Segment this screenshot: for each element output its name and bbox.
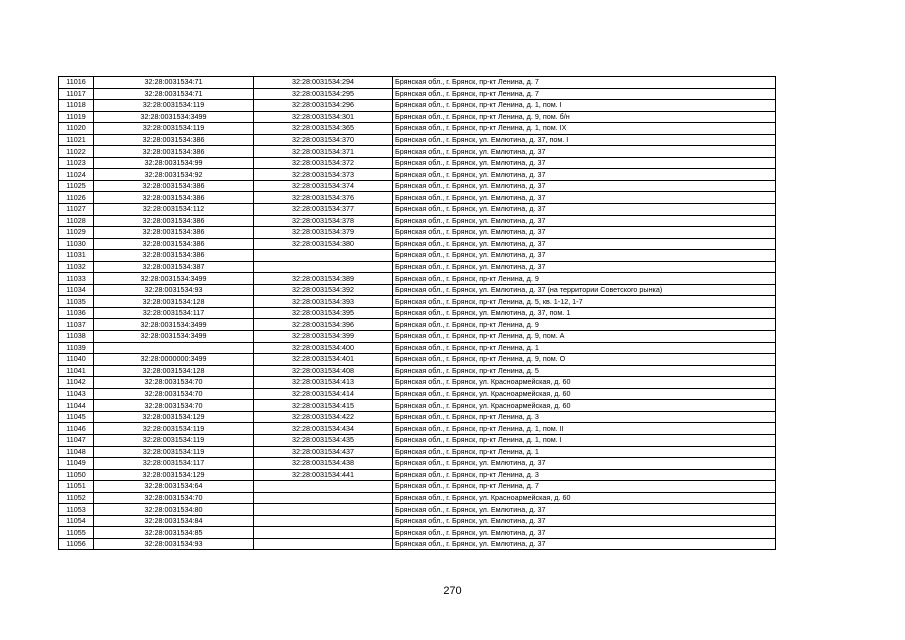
object-number-cell: 32:28:0031534:378 bbox=[254, 215, 393, 227]
object-number-cell bbox=[254, 538, 393, 550]
object-number-cell: 32:28:0031534:434 bbox=[254, 423, 393, 435]
parcel-number-cell: 32:28:0031534:117 bbox=[94, 458, 254, 470]
table-row bbox=[59, 284, 776, 296]
address-cell: Брянская обл., г. Брянск, пр-кт Ленина, д. 7 bbox=[393, 481, 776, 493]
object-number-cell: 32:28:0031534:401 bbox=[254, 354, 393, 366]
table-row bbox=[59, 261, 776, 273]
table-row bbox=[59, 88, 776, 100]
row-number-cell: 11032 bbox=[59, 261, 94, 273]
table-row bbox=[59, 319, 776, 331]
row-number-cell: 11039 bbox=[59, 342, 94, 354]
table-row bbox=[59, 157, 776, 169]
object-number-cell: 32:28:0031534:437 bbox=[254, 446, 393, 458]
object-number-cell: 32:28:0031534:294 bbox=[254, 77, 393, 89]
parcel-number-cell: 32:28:0031534:93 bbox=[94, 538, 254, 550]
row-number-cell: 11024 bbox=[59, 169, 94, 181]
object-number-cell bbox=[254, 250, 393, 262]
address-cell: Брянская обл., г. Брянск, пр-кт Ленина, д. 5 bbox=[393, 365, 776, 377]
row-number-cell: 11035 bbox=[59, 296, 94, 308]
address-cell: Брянская обл., г. Брянск, ул. Емлютина, д. 37 bbox=[393, 180, 776, 192]
table-row bbox=[59, 111, 776, 123]
table-row bbox=[59, 527, 776, 539]
object-number-cell bbox=[254, 504, 393, 516]
row-number-cell: 11031 bbox=[59, 250, 94, 262]
parcel-number-cell: 32:28:0031534:92 bbox=[94, 169, 254, 181]
object-number-cell: 32:28:0031534:392 bbox=[254, 284, 393, 296]
parcel-number-cell: 32:28:0031534:70 bbox=[94, 388, 254, 400]
table-row bbox=[59, 123, 776, 135]
table-row bbox=[59, 423, 776, 435]
address-cell: Брянская обл., г. Брянск, ул. Емлютина, д. 37 bbox=[393, 527, 776, 539]
table-row bbox=[59, 434, 776, 446]
parcel-number-cell: 32:28:0031534:71 bbox=[94, 77, 254, 89]
address-cell: Брянская обл., г. Брянск, пр-кт Ленина, д. 3 bbox=[393, 469, 776, 481]
object-number-cell bbox=[254, 261, 393, 273]
table-row bbox=[59, 250, 776, 262]
table-row bbox=[59, 215, 776, 227]
row-number-cell: 11016 bbox=[59, 77, 94, 89]
parcel-number-cell: 32:28:0031534:70 bbox=[94, 400, 254, 412]
table-row bbox=[59, 481, 776, 493]
object-number-cell: 32:28:0031534:373 bbox=[254, 169, 393, 181]
table-row bbox=[59, 469, 776, 481]
object-number-cell: 32:28:0031534:365 bbox=[254, 123, 393, 135]
object-number-cell: 32:28:0031534:414 bbox=[254, 388, 393, 400]
table-row bbox=[59, 273, 776, 285]
row-number-cell: 11037 bbox=[59, 319, 94, 331]
table-row bbox=[59, 204, 776, 216]
row-number-cell: 11029 bbox=[59, 227, 94, 239]
address-cell: Брянская обл., г. Брянск, пр-кт Ленина, д. 9, пом. А bbox=[393, 331, 776, 343]
address-cell: Брянская обл., г. Брянск, ул. Емлютина, д. 37 bbox=[393, 538, 776, 550]
address-cell: Брянская обл., г. Брянск, ул. Емлютина, д. 37 bbox=[393, 458, 776, 470]
parcel-number-cell: 32:28:0031534:128 bbox=[94, 296, 254, 308]
address-cell: Брянская обл., г. Брянск, ул. Емлютина, д. 37 bbox=[393, 215, 776, 227]
table-row bbox=[59, 342, 776, 354]
parcel-number-cell: 32:28:0031534:128 bbox=[94, 365, 254, 377]
address-cell: Брянская обл., г. Брянск, ул. Красноармейская, д. 60 bbox=[393, 400, 776, 412]
address-cell: Брянская обл., г. Брянск, пр-кт Ленина, д. 7 bbox=[393, 77, 776, 89]
address-cell: Брянская обл., г. Брянск, пр-кт Ленина, д. 7 bbox=[393, 88, 776, 100]
table-row bbox=[59, 180, 776, 192]
row-number-cell: 11020 bbox=[59, 123, 94, 135]
table-row bbox=[59, 134, 776, 146]
row-number-cell: 11033 bbox=[59, 273, 94, 285]
row-number-cell: 11051 bbox=[59, 481, 94, 493]
table-row bbox=[59, 458, 776, 470]
table-row bbox=[59, 331, 776, 343]
object-number-cell: 32:28:0031534:393 bbox=[254, 296, 393, 308]
object-number-cell: 32:28:0031534:399 bbox=[254, 331, 393, 343]
address-cell: Брянская обл., г. Брянск, ул. Емлютина, д. 37 bbox=[393, 261, 776, 273]
address-cell: Брянская обл., г. Брянск, ул. Емлютина, д. 37, пом. I bbox=[393, 134, 776, 146]
parcel-number-cell: 32:28:0031534:93 bbox=[94, 284, 254, 296]
parcel-number-cell: 32:28:0031534:3499 bbox=[94, 331, 254, 343]
row-number-cell: 11025 bbox=[59, 180, 94, 192]
object-number-cell: 32:28:0031534:376 bbox=[254, 192, 393, 204]
address-cell: Брянская обл., г. Брянск, пр-кт Ленина, д. 1, пом. I bbox=[393, 434, 776, 446]
row-number-cell: 11030 bbox=[59, 238, 94, 250]
table-row bbox=[59, 238, 776, 250]
address-cell: Брянская обл., г. Брянск, пр-кт Ленина, д. 9 bbox=[393, 273, 776, 285]
row-number-cell: 11047 bbox=[59, 434, 94, 446]
address-cell: Брянская обл., г. Брянск, ул. Емлютина, д. 37 bbox=[393, 157, 776, 169]
address-cell: Брянская обл., г. Брянск, ул. Емлютина, д. 37 bbox=[393, 504, 776, 516]
parcel-number-cell: 32:28:0031534:386 bbox=[94, 192, 254, 204]
table-row bbox=[59, 492, 776, 504]
parcel-number-cell: 32:28:0031534:386 bbox=[94, 146, 254, 158]
object-number-cell: 32:28:0031534:408 bbox=[254, 365, 393, 377]
address-cell: Брянская обл., г. Брянск, ул. Красноармейская, д. 60 bbox=[393, 377, 776, 389]
address-cell: Брянская обл., г. Брянск, пр-кт Ленина, д. 1, пом. IX bbox=[393, 123, 776, 135]
object-number-cell: 32:28:0031534:374 bbox=[254, 180, 393, 192]
table-row bbox=[59, 400, 776, 412]
table-row bbox=[59, 515, 776, 527]
object-number-cell: 32:28:0031534:296 bbox=[254, 100, 393, 112]
parcel-number-cell: 32:28:0031534:387 bbox=[94, 261, 254, 273]
parcel-number-cell: 32:28:0031534:3499 bbox=[94, 111, 254, 123]
object-number-cell: 32:28:0031534:438 bbox=[254, 458, 393, 470]
row-number-cell: 11053 bbox=[59, 504, 94, 516]
address-cell: Брянская обл., г. Брянск, пр-кт Ленина, д. 5, кв. 1-12, 1-7 bbox=[393, 296, 776, 308]
address-cell: Брянская обл., г. Брянск, ул. Емлютина, д. 37 bbox=[393, 204, 776, 216]
object-number-cell: 32:28:0031534:371 bbox=[254, 146, 393, 158]
table-row bbox=[59, 538, 776, 550]
address-cell: Брянская обл., г. Брянск, пр-кт Ленина, д. 1 bbox=[393, 446, 776, 458]
row-number-cell: 11041 bbox=[59, 365, 94, 377]
object-number-cell: 32:28:0031534:301 bbox=[254, 111, 393, 123]
row-number-cell: 11052 bbox=[59, 492, 94, 504]
row-number-cell: 11036 bbox=[59, 307, 94, 319]
table-row bbox=[59, 146, 776, 158]
row-number-cell: 11026 bbox=[59, 192, 94, 204]
parcel-number-cell: 32:28:0031534:3499 bbox=[94, 273, 254, 285]
address-cell: Брянская обл., г. Брянск, ул. Емлютина, д. 37 (на территории Советского рынка) bbox=[393, 284, 776, 296]
row-number-cell: 11028 bbox=[59, 215, 94, 227]
parcel-number-cell: 32:28:0031534:386 bbox=[94, 227, 254, 239]
table-row bbox=[59, 504, 776, 516]
table-row bbox=[59, 377, 776, 389]
table-row bbox=[59, 100, 776, 112]
table-row bbox=[59, 227, 776, 239]
parcel-number-cell: 32:28:0000000:3499 bbox=[94, 354, 254, 366]
parcel-number-cell: 32:28:0031534:386 bbox=[94, 215, 254, 227]
row-number-cell: 11044 bbox=[59, 400, 94, 412]
parcel-number-cell: 32:28:0031534:112 bbox=[94, 204, 254, 216]
table-row bbox=[59, 77, 776, 89]
object-number-cell: 32:28:0031534:377 bbox=[254, 204, 393, 216]
object-number-cell: 32:28:0031534:295 bbox=[254, 88, 393, 100]
page-number: 270 bbox=[443, 585, 462, 597]
parcel-number-cell: 32:28:0031534:386 bbox=[94, 180, 254, 192]
parcel-number-cell bbox=[94, 342, 254, 354]
object-number-cell: 32:28:0031534:422 bbox=[254, 411, 393, 423]
parcel-number-cell: 32:28:0031534:386 bbox=[94, 238, 254, 250]
table-row bbox=[59, 411, 776, 423]
address-cell: Брянская обл., г. Брянск, ул. Красноармейская, д. 60 bbox=[393, 388, 776, 400]
row-number-cell: 11017 bbox=[59, 88, 94, 100]
object-number-cell bbox=[254, 481, 393, 493]
table-row bbox=[59, 307, 776, 319]
object-number-cell: 32:28:0031534:379 bbox=[254, 227, 393, 239]
parcel-number-cell: 32:28:0031534:119 bbox=[94, 446, 254, 458]
object-number-cell: 32:28:0031534:413 bbox=[254, 377, 393, 389]
object-number-cell bbox=[254, 515, 393, 527]
address-cell: Брянская обл., г. Брянск, ул. Емлютина, д. 37, пом. 1 bbox=[393, 307, 776, 319]
address-cell: Брянская обл., г. Брянск, пр-кт Ленина, д. 3 bbox=[393, 411, 776, 423]
object-number-cell bbox=[254, 527, 393, 539]
table-row bbox=[59, 446, 776, 458]
address-cell: Брянская обл., г. Брянск, ул. Емлютина, д. 37 bbox=[393, 238, 776, 250]
address-cell: Брянская обл., г. Брянск, пр-кт Ленина, д. 1 bbox=[393, 342, 776, 354]
table-row bbox=[59, 192, 776, 204]
row-number-cell: 11018 bbox=[59, 100, 94, 112]
row-number-cell: 11049 bbox=[59, 458, 94, 470]
object-number-cell: 32:28:0031534:435 bbox=[254, 434, 393, 446]
object-number-cell: 32:28:0031534:395 bbox=[254, 307, 393, 319]
parcel-number-cell: 32:28:0031534:386 bbox=[94, 250, 254, 262]
object-number-cell: 32:28:0031534:396 bbox=[254, 319, 393, 331]
parcel-number-cell: 32:28:0031534:80 bbox=[94, 504, 254, 516]
row-number-cell: 11038 bbox=[59, 331, 94, 343]
parcel-number-cell: 32:28:0031534:117 bbox=[94, 307, 254, 319]
object-number-cell: 32:28:0031534:370 bbox=[254, 134, 393, 146]
parcel-number-cell: 32:28:0031534:85 bbox=[94, 527, 254, 539]
row-number-cell: 11056 bbox=[59, 538, 94, 550]
row-number-cell: 11040 bbox=[59, 354, 94, 366]
table-row bbox=[59, 354, 776, 366]
object-number-cell: 32:28:0031534:389 bbox=[254, 273, 393, 285]
parcel-number-cell: 32:28:0031534:64 bbox=[94, 481, 254, 493]
address-cell: Брянская обл., г. Брянск, ул. Емлютина, д. 37 bbox=[393, 515, 776, 527]
row-number-cell: 11023 bbox=[59, 157, 94, 169]
row-number-cell: 11046 bbox=[59, 423, 94, 435]
row-number-cell: 11045 bbox=[59, 411, 94, 423]
property-table bbox=[58, 76, 776, 550]
address-cell: Брянская обл., г. Брянск, ул. Емлютина, д. 37 bbox=[393, 227, 776, 239]
parcel-number-cell: 32:28:0031534:386 bbox=[94, 134, 254, 146]
object-number-cell: 32:28:0031534:441 bbox=[254, 469, 393, 481]
parcel-number-cell: 32:28:0031534:99 bbox=[94, 157, 254, 169]
row-number-cell: 11022 bbox=[59, 146, 94, 158]
address-cell: Брянская обл., г. Брянск, ул. Емлютина, д. 37 bbox=[393, 169, 776, 181]
parcel-number-cell: 32:28:0031534:71 bbox=[94, 88, 254, 100]
property-table-body bbox=[59, 77, 776, 550]
parcel-number-cell: 32:28:0031534:70 bbox=[94, 492, 254, 504]
object-number-cell: 32:28:0031534:415 bbox=[254, 400, 393, 412]
table-row bbox=[59, 296, 776, 308]
object-number-cell: 32:28:0031534:372 bbox=[254, 157, 393, 169]
parcel-number-cell: 32:28:0031534:119 bbox=[94, 100, 254, 112]
row-number-cell: 11050 bbox=[59, 469, 94, 481]
address-cell: Брянская обл., г. Брянск, ул. Емлютина, д. 37 bbox=[393, 192, 776, 204]
table-row bbox=[59, 169, 776, 181]
row-number-cell: 11054 bbox=[59, 515, 94, 527]
table-row bbox=[59, 388, 776, 400]
address-cell: Брянская обл., г. Брянск, пр-кт Ленина, д. 9, пом. О bbox=[393, 354, 776, 366]
address-cell: Брянская обл., г. Брянск, ул. Красноармейская, д. 60 bbox=[393, 492, 776, 504]
parcel-number-cell: 32:28:0031534:119 bbox=[94, 123, 254, 135]
parcel-number-cell: 32:28:0031534:70 bbox=[94, 377, 254, 389]
parcel-number-cell: 32:28:0031534:119 bbox=[94, 434, 254, 446]
row-number-cell: 11027 bbox=[59, 204, 94, 216]
parcel-number-cell: 32:28:0031534:3499 bbox=[94, 319, 254, 331]
object-number-cell: 32:28:0031534:400 bbox=[254, 342, 393, 354]
object-number-cell bbox=[254, 492, 393, 504]
address-cell: Брянская обл., г. Брянск, ул. Емлютина, д. 37 bbox=[393, 146, 776, 158]
row-number-cell: 11019 bbox=[59, 111, 94, 123]
parcel-number-cell: 32:28:0031534:129 bbox=[94, 411, 254, 423]
row-number-cell: 11048 bbox=[59, 446, 94, 458]
address-cell: Брянская обл., г. Брянск, пр-кт Ленина, д. 9, пом. б/н bbox=[393, 111, 776, 123]
parcel-number-cell: 32:28:0031534:129 bbox=[94, 469, 254, 481]
row-number-cell: 11042 bbox=[59, 377, 94, 389]
address-cell: Брянская обл., г. Брянск, пр-кт Ленина, д. 9 bbox=[393, 319, 776, 331]
row-number-cell: 11034 bbox=[59, 284, 94, 296]
table-row bbox=[59, 365, 776, 377]
row-number-cell: 11021 bbox=[59, 134, 94, 146]
parcel-number-cell: 32:28:0031534:84 bbox=[94, 515, 254, 527]
row-number-cell: 11043 bbox=[59, 388, 94, 400]
row-number-cell: 11055 bbox=[59, 527, 94, 539]
parcel-number-cell: 32:28:0031534:119 bbox=[94, 423, 254, 435]
address-cell: Брянская обл., г. Брянск, пр-кт Ленина, д. 1, пом. I bbox=[393, 100, 776, 112]
object-number-cell: 32:28:0031534:380 bbox=[254, 238, 393, 250]
address-cell: Брянская обл., г. Брянск, ул. Емлютина, д. 37 bbox=[393, 250, 776, 262]
address-cell: Брянская обл., г. Брянск, пр-кт Ленина, д. 1, пом. II bbox=[393, 423, 776, 435]
